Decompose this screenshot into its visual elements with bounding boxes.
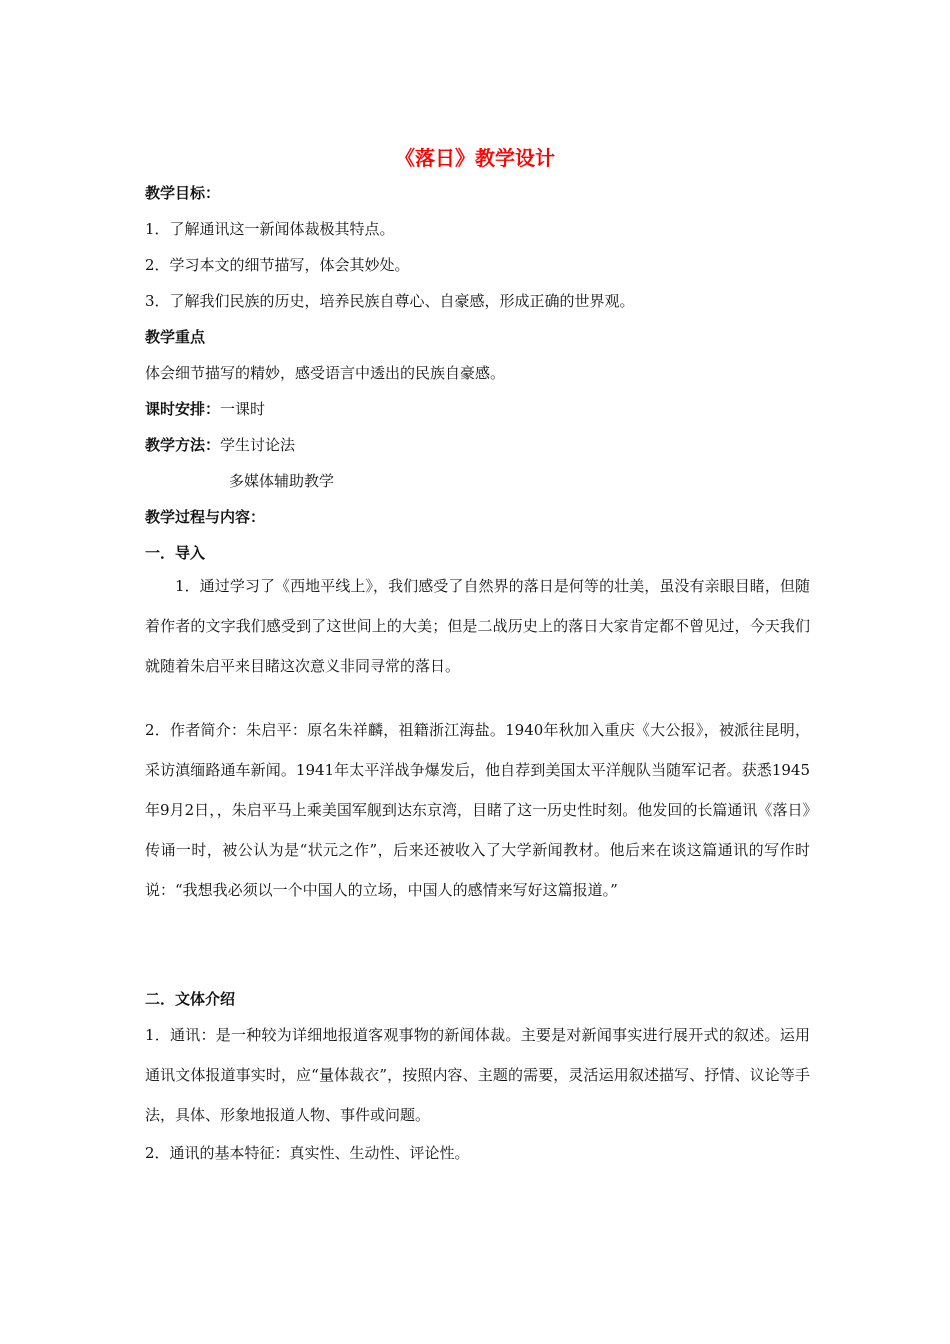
schedule-value: 一课时 xyxy=(220,400,266,418)
methods-row xyxy=(145,435,810,455)
schedule-label: 课时安排： xyxy=(145,400,221,418)
section-1-paragraph-1: 1．通过学习了《西地平线上》，我们感受了自然界的落日是何等的壮美，虽没有亲眼目睹，但随着作者的文字我们感受到了这世间上的大美；但是二战历史上的落日大家肯定都不曾见过，今天我们就随着朱启平来目睹这次意义非同寻常的落日。 xyxy=(145,577,810,675)
section-2-paragraph-1: 1．通讯：是一种较为详细地报道客观事物的新闻体裁。主要是对新闻事实进行展开式的叙述。运用通讯文体报道事实时，应“量体裁衣”，按照内容、主题的需要，灵活运用叙述描写、抒情、议论等手法，具体、形象地报道人物、事件或问题。 xyxy=(145,1026,810,1124)
objective-item-2: 2．学习本文的细节描写，体会其妙处。 xyxy=(145,256,410,274)
section-1-paragraph-2: 2．作者简介：朱启平：原名朱祥麟，祖籍浙江海盐。1940年秋加入重庆《大公报》，被派往昆明，采访滇缅路通车新闻。1941年太平洋战争爆发后，他自荐到美国太平洋舰队当随军记者。获悉1945年9月2日，，朱启平马上乘美国军舰到达东京湾，目睹了这一历史性时刻。他发回的长篇通讯《落日》传诵一时，被公认为是“状元之作”，后来还被收入了大学新闻教材。他后来在谈这篇通讯的写作时说：“我想我必须以一个中国人的立场，中国人的感情来写好这篇报道。” xyxy=(145,721,810,899)
process-heading: 教学过程与内容： xyxy=(145,508,266,526)
section-2-paragraph-2: 2．通讯的基本特征：真实性、生动性、评论性。 xyxy=(145,1144,470,1162)
key-points-heading: 教学重点 xyxy=(145,328,206,346)
methods-value-1: 学生讨论法 xyxy=(220,436,296,454)
key-points-text: 体会细节描写的精妙，感受语言中透出的民族自豪感。 xyxy=(145,364,506,382)
document-title: 《落日》教学设计 xyxy=(395,146,555,170)
section-2-heading: 二．文体介绍 xyxy=(145,990,236,1008)
methods-label: 教学方法： xyxy=(145,436,221,454)
objective-item-3: 3．了解我们民族的历史，培养民族自尊心、自豪感，形成正确的世界观。 xyxy=(145,292,635,310)
objectives-heading: 教学目标： xyxy=(145,184,221,202)
schedule-row xyxy=(145,399,810,419)
methods-value-2: 多媒体辅助教学 xyxy=(229,472,335,490)
objective-item-1: 1．了解通讯这一新闻体裁极其特点。 xyxy=(145,220,395,238)
section-1-heading: 一．导入 xyxy=(145,544,206,562)
